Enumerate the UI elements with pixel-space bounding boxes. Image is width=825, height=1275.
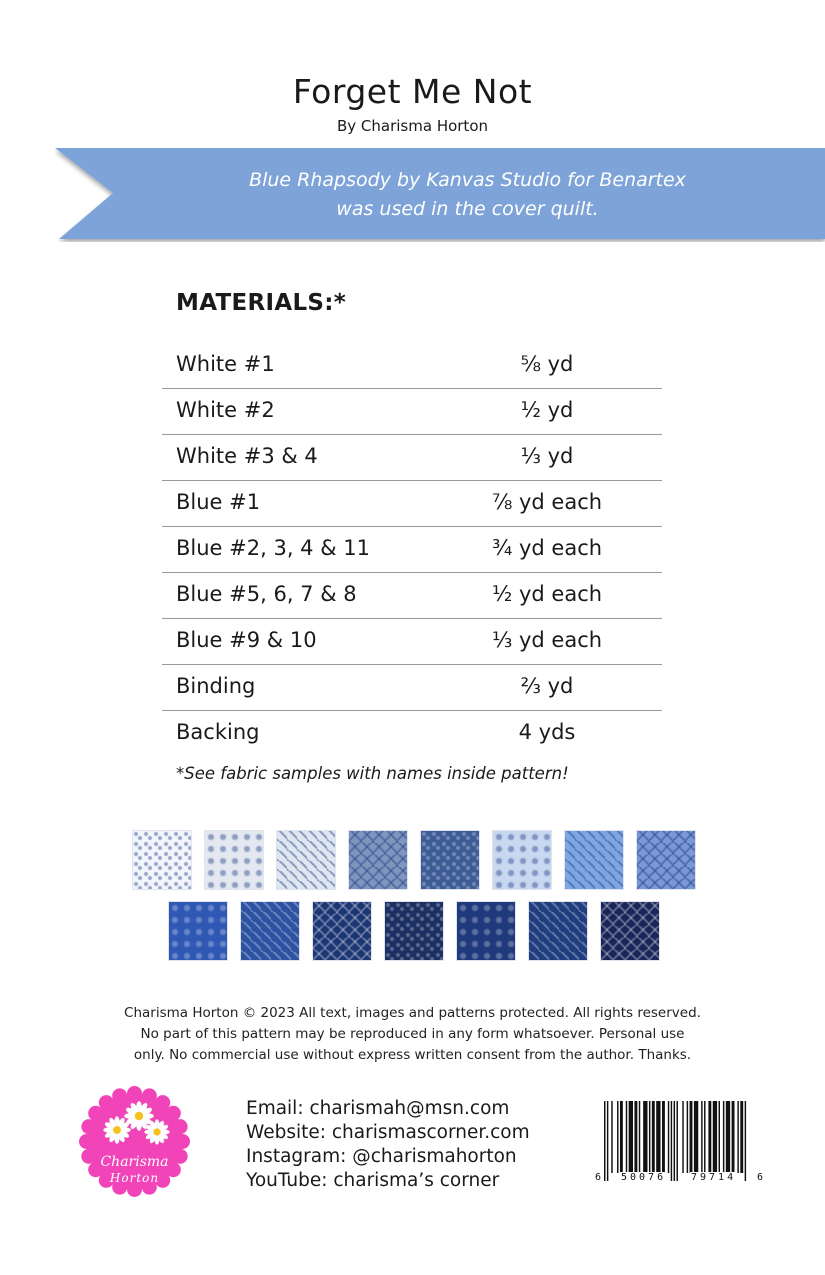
materials-row bbox=[162, 619, 662, 665]
fabric-swatch bbox=[528, 901, 588, 961]
material-quantity: ⅞ yd each bbox=[491, 490, 603, 514]
material-name: Backing bbox=[176, 720, 260, 744]
fabric-swatch bbox=[492, 830, 552, 890]
material-name: Blue #2, 3, 4 & 11 bbox=[176, 536, 370, 560]
materials-row bbox=[162, 665, 662, 711]
fabric-swatch bbox=[564, 830, 624, 890]
pattern-title: Forget Me Not bbox=[292, 72, 533, 111]
copyright-notice bbox=[100, 1003, 725, 1066]
fabric-swatch bbox=[168, 901, 228, 961]
material-name: White #1 bbox=[176, 352, 275, 376]
material-name: Blue #9 & 10 bbox=[176, 628, 317, 652]
material-quantity: ½ yd each bbox=[491, 582, 603, 606]
materials-row bbox=[162, 389, 662, 435]
logo-name-line-1: Charisma bbox=[100, 1154, 169, 1170]
materials-footnote: *See fabric samples with names inside pattern! bbox=[176, 764, 569, 783]
barcode-digits bbox=[594, 1172, 764, 1188]
materials-row bbox=[162, 711, 662, 757]
copyright-line-2: No part of this pattern may be reproduced in any form whatsoever. Personal use bbox=[140, 1026, 685, 1042]
material-name: White #2 bbox=[176, 398, 275, 422]
banner-text bbox=[95, 166, 825, 224]
material-quantity: ⅔ yd bbox=[520, 674, 574, 698]
contact-youtube[interactable]: YouTube: charisma’s corner bbox=[246, 1170, 500, 1191]
materials-row bbox=[162, 435, 662, 481]
material-quantity: ¾ yd each bbox=[491, 536, 603, 560]
fabric-swatches-row-1 bbox=[132, 830, 696, 890]
fabric-swatch bbox=[312, 901, 372, 961]
logo-name-line-2: Horton bbox=[109, 1171, 160, 1185]
banner-line-2: was used in the cover quilt. bbox=[336, 198, 599, 220]
barcode-digit-end: 6 bbox=[757, 1172, 764, 1183]
contact-email[interactable]: Email: charismah@msn.com bbox=[246, 1098, 510, 1119]
barcode-digit-start: 6 bbox=[595, 1172, 602, 1183]
materials-table bbox=[162, 343, 662, 757]
material-name: White #3 & 4 bbox=[176, 444, 318, 468]
material-quantity: ⅝ yd bbox=[520, 352, 574, 376]
pattern-byline: By Charisma Horton bbox=[336, 117, 489, 135]
fabric-swatch bbox=[348, 830, 408, 890]
materials-row bbox=[162, 481, 662, 527]
fabric-swatch bbox=[600, 901, 660, 961]
contact-instagram[interactable]: Instagram: @charismahorton bbox=[246, 1146, 517, 1167]
material-name: Blue #1 bbox=[176, 490, 261, 514]
fabric-swatch bbox=[456, 901, 516, 961]
charisma-horton-logo bbox=[79, 1086, 190, 1197]
copyright-line-1: Charisma Horton © 2023 All text, images and patterns protected. All rights reserved. bbox=[124, 1005, 701, 1021]
copyright-line-3: only. No commercial use without express written consent from the author. Thanks. bbox=[133, 1047, 692, 1063]
barcode-group-1: 50076 bbox=[621, 1172, 667, 1183]
material-quantity: ⅓ yd bbox=[520, 444, 574, 468]
fabric-swatches-row-2 bbox=[168, 901, 660, 961]
material-name: Binding bbox=[176, 674, 256, 698]
fabric-swatch bbox=[420, 830, 480, 890]
fabric-swatch bbox=[636, 830, 696, 890]
materials-row bbox=[162, 573, 662, 619]
fabric-swatch bbox=[204, 830, 264, 890]
fabric-swatch bbox=[240, 901, 300, 961]
material-name: Blue #5, 6, 7 & 8 bbox=[176, 582, 357, 606]
material-quantity: ½ yd bbox=[520, 398, 574, 422]
materials-row bbox=[162, 527, 662, 573]
contact-info bbox=[246, 1097, 530, 1193]
fabric-info-banner bbox=[55, 148, 825, 242]
material-quantity: ⅓ yd each bbox=[491, 628, 603, 652]
fabric-swatch bbox=[384, 901, 444, 961]
barcode-group-2: 79714 bbox=[691, 1172, 737, 1183]
contact-website[interactable]: Website: charismascorner.com bbox=[246, 1122, 530, 1143]
banner-line-1: Blue Rhapsody by Kanvas Studio for Benartex bbox=[249, 169, 686, 191]
fabric-swatch bbox=[276, 830, 336, 890]
fabric-swatch bbox=[132, 830, 192, 890]
materials-heading: MATERIALS:* bbox=[176, 290, 347, 316]
materials-row bbox=[162, 343, 662, 389]
material-quantity: 4 yds bbox=[518, 720, 576, 744]
